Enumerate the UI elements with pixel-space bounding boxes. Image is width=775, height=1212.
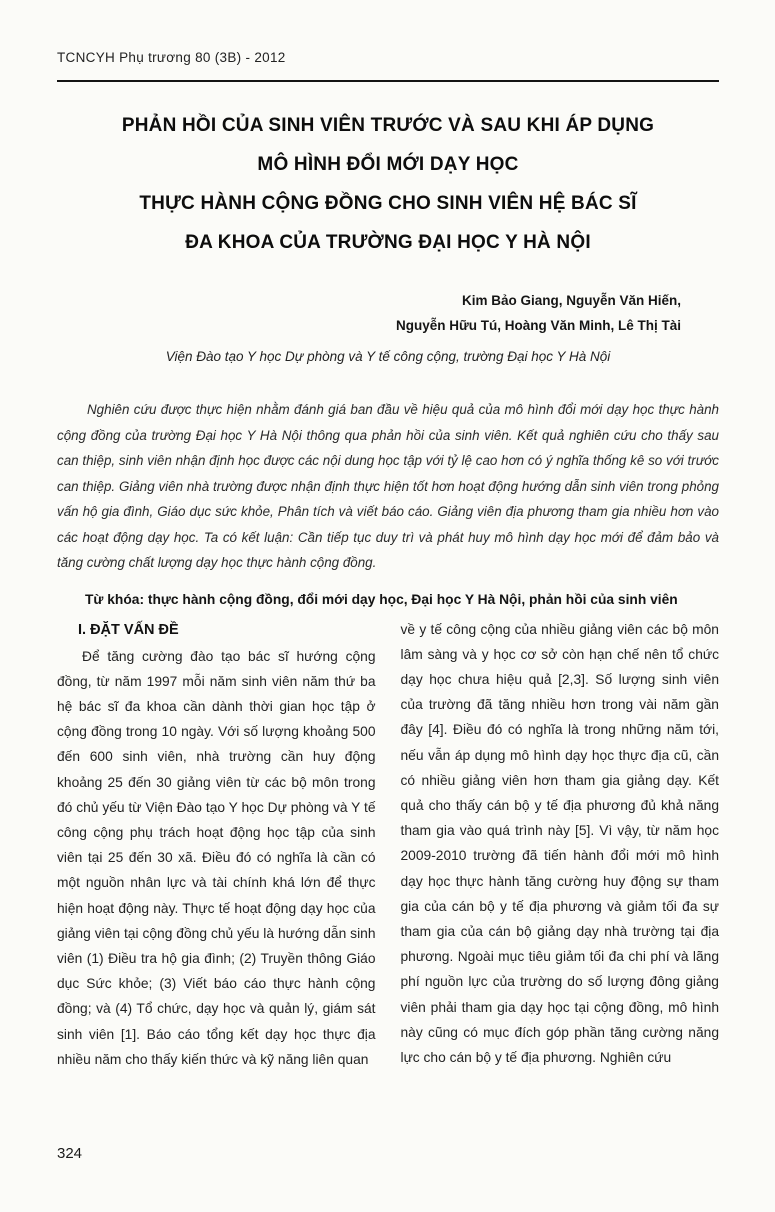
column-left bbox=[57, 617, 376, 1072]
title-line-4: ĐA KHOA CỦA TRƯỜNG ĐẠI HỌC Y HÀ NỘI bbox=[185, 232, 591, 253]
title-line-1: PHẢN HỒI CỦA SINH VIÊN TRƯỚC VÀ SAU KHI ÁP DỤNG bbox=[121, 115, 655, 136]
author-line-1: Kim Bảo Giang, Nguyễn Văn Hiến, bbox=[461, 293, 681, 308]
author-list bbox=[57, 288, 719, 338]
journal-header: TCNCYH Phụ trương 80 (3B) - 2012 bbox=[57, 50, 286, 65]
title-line-3: THỰC HÀNH CỘNG ĐỒNG CHO SINH VIÊN HỆ BÁC SĨ bbox=[139, 193, 637, 214]
affiliation: Viện Đào tạo Y học Dự phòng và Y tế công cộng, trường Đại học Y Hà Nội bbox=[165, 349, 611, 364]
keywords-line: Từ khóa: thực hành cộng đồng, đổi mới dạy học, Đại học Y Hà Nội, phản hồi của sinh viên bbox=[85, 591, 678, 607]
body-paragraph-left: Để tăng cường đào tạo bác sĩ hướng cộng đồng, từ năm 1997 mỗi năm sinh viên năm thứ ba hệ bác sĩ đa khoa cần dành thời gian học tập ở cộng đồng trong 10 ngày. Với số lượng khoảng 500 đến 600 sinh viên, nhà trường cần huy động khoảng 25 đến 30 giảng viên từ các bộ môn trong đó chủ yếu từ Viện Đào tạo Y học Dự phòng và Y tế công cộng phụ trách hoạt động học tập của sinh viên tại 25 đến 30 xã. Điều đó có nghĩa là cần có một nguồn nhân lực và tài chính khá lớn để thực hiện hoạt động này. Thực tế hoạt động dạy học của giảng viên tại cộng đồng chủ yếu là hướng dẫn sinh viên (1) Điều tra hộ gia đình; (2) Truyền thông Giáo dục Sức khỏe; (3) Viết báo cáo thực hành cộng đồng; và (4) Tổ chức, dạy học và quản lý, giám sát sinh viên [1]. Báo cáo tổng kết dạy học thực địa nhiều năm cho thấy kiến thức và kỹ năng liên quan bbox=[57, 648, 376, 1067]
section-heading-dat-van-de: I. ĐẶT VẤN ĐỀ bbox=[78, 621, 179, 638]
column-right bbox=[401, 617, 720, 1072]
header-rule bbox=[57, 80, 719, 82]
body-paragraph-right: về y tế công cộng của nhiều giảng viên các bộ môn lâm sàng và y học cơ sở còn hạn chế nên tổ chức dạy học chưa hiệu quả [2,3]. Số lượng sinh viên của trường đã tăng nhiều hơn trong vài năm gần đây [4]. Điều đó có nghĩa là trong những năm tới, nếu vẫn áp dụng mô hình dạy học thực địa cũ, cần có nhiều giảng viên hơn tham gia giảng dạy. Kết quả cho thấy cán bộ y tế địa phương đủ khả năng tham gia vào quá trình này [5]. Vì vậy, từ năm học 2009-2010 trường đã tiến hành đổi mới mô hình dạy học thực hành tăng cường huy động sự tham gia của cán bộ y tế địa phương và giảm tối đa sự tham gia của cán bộ giảng dạy nhà trường tại địa phương. Ngoài mục tiêu giảm tối đa chi phí và lãng phí nguồn lực của trường do số lượng đông giảng viên phải tham gia dạy học tại cộng đồng, mô hình này cũng có mục đích góp phần tăng cường năng lực cho cán bộ y tế địa phương. Nghiên cứu bbox=[400, 621, 719, 1065]
body-columns bbox=[57, 617, 719, 1072]
author-line-2: Nguyễn Hữu Tú, Hoàng Văn Minh, Lê Thị Tài bbox=[395, 318, 681, 333]
abstract-paragraph: Nghiên cứu được thực hiện nhằm đánh giá ban đầu về hiệu quả của mô hình đổi mới dạy học thực hành cộng đồng của trường Đại học Y Hà Nội thông qua phản hồi của sinh viên. Kết quả nghiên cứu cho thấy sau can thiệp, sinh viên nhận định học được các nội dung học tập với tỷ lệ cao hơn có ý nghĩa thống kê so với trước can thiệp. Giảng viên nhà trường được nhận định thực hiện tốt hơn hoạt động hướng dẫn sinh viên trong phỏng vấn hộ gia đình, Giáo dục sức khỏe, Phân tích và viết báo cáo. Giảng viên địa phương tham gia nhiều hơn vào các hoạt động dạy học. Ta có kết luận: Cần tiếp tục duy trì và phát huy mô hình dạy học mới để đảm bảo và tăng cường chất lượng dạy học thực hành cộng đồng. bbox=[57, 402, 719, 570]
title-line-2: MÔ HÌNH ĐỔI MỚI DẠY HỌC bbox=[257, 154, 519, 175]
page-number: 324 bbox=[57, 1145, 83, 1162]
article-title bbox=[57, 106, 719, 262]
